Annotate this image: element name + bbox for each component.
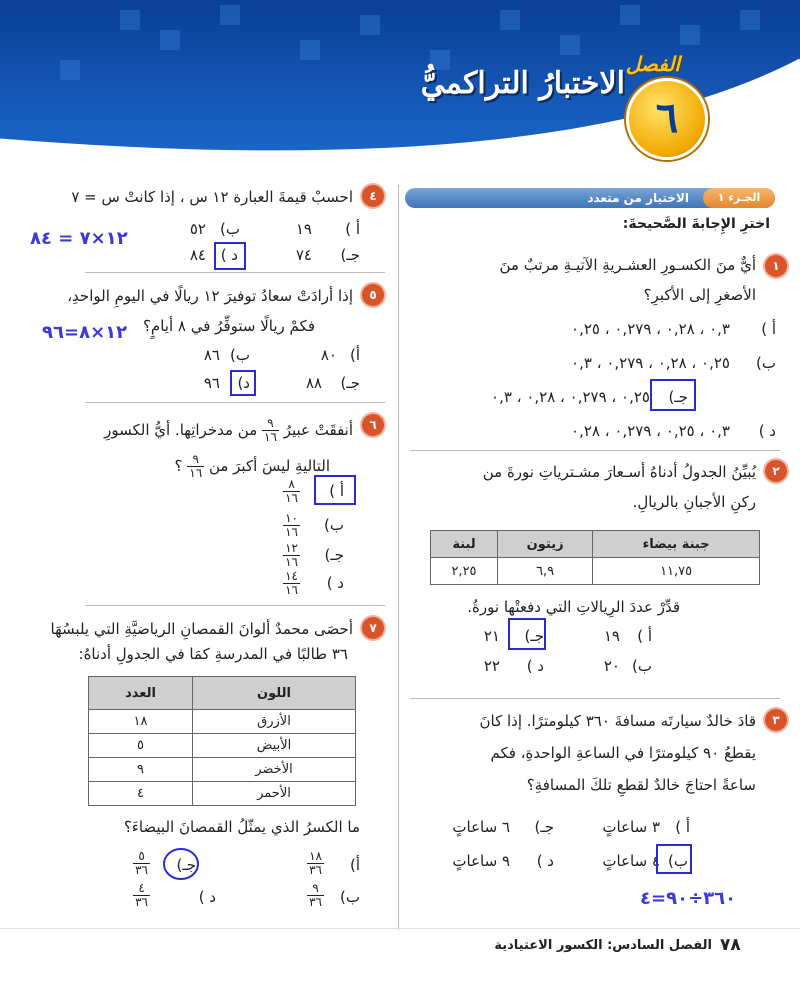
- q7-option-b-label[interactable]: ب): [340, 888, 360, 906]
- page-title: الاختبارُ التراكميُّ: [420, 66, 625, 101]
- question-3-line-3: ساعةً احتاجَ خالدٌ لقطعِ تلكَ المسافةِ؟: [526, 776, 756, 794]
- footer-rule: [0, 928, 800, 929]
- q2-option-c-text: ٢١: [483, 627, 500, 645]
- question-1-line-2: الأصغرِ إلى الأكبرِ؟: [643, 286, 756, 304]
- table-cell: الأزرق: [193, 710, 356, 734]
- frac-den: ٣٦: [309, 863, 322, 877]
- frac-den: ١٦: [264, 430, 277, 444]
- question-6-line-1: [104, 417, 353, 444]
- table-cell: ١٨: [89, 710, 193, 734]
- question-4-number: ٤: [362, 185, 384, 207]
- separator: [85, 605, 385, 606]
- q2-selected-answer-box: [508, 618, 546, 650]
- question-3-line-2: يقطعُ ٩٠ كيلومترًا في الساعةِ الواحدةِ، فكم: [490, 744, 756, 762]
- part-header: [405, 188, 775, 208]
- frac-num: ٤: [133, 882, 150, 896]
- q6-option-a-frac: [283, 478, 300, 505]
- table-cell: الأخضر: [193, 758, 356, 782]
- q5-option-a-text: ٨٠: [320, 346, 337, 364]
- q6-option-b-frac: [283, 512, 300, 539]
- question-7-number: ٧: [362, 617, 384, 639]
- q4-option-a-label[interactable]: أ ): [345, 220, 360, 238]
- q5-option-b-label[interactable]: ب): [230, 346, 250, 364]
- q7-option-b-frac: [307, 882, 324, 909]
- q1-option-a-label[interactable]: أ ): [761, 320, 776, 338]
- question-5-line-2: فكمْ ريالًا ستوفِّرُ في ٨ أيامٍ؟: [142, 317, 315, 335]
- frac-den: ٣٦: [135, 895, 148, 909]
- q2-option-d-text: ٢٢: [483, 657, 500, 675]
- frac-num: ٩: [187, 453, 204, 467]
- q6-fraction: [262, 417, 279, 444]
- table-cell: ٢,٢٥: [431, 558, 498, 585]
- q5-option-c-text: ٨٨: [305, 374, 322, 392]
- footer-chapter-label: الفصل السادس: الكسور الاعتيادية: [494, 938, 712, 953]
- q5-option-d-label[interactable]: د): [237, 374, 250, 392]
- page-number: ٧٨: [720, 935, 741, 955]
- q1-option-a-text: ٠,٣ ، ٠,٢٨ ، ٠,٢٧٩ ، ٠,٢٥: [571, 320, 730, 338]
- q1-option-c-label[interactable]: جـ): [668, 388, 688, 406]
- question-3-line-1: قادَ خالدٌ سيارتَه مسافةَ ٣٦٠ كيلومترًا. إذا كانَ: [479, 712, 756, 730]
- question-6-line-2: [175, 453, 330, 480]
- q7-option-d-label[interactable]: د ): [198, 888, 216, 906]
- q3-handwritten-work: ٣٦٠÷٩٠=٤: [640, 888, 737, 909]
- table-cell: الأبيض: [193, 734, 356, 758]
- q1-option-b-text: ٠,٢٥ ، ٠,٢٨ ، ٠,٢٧٩ ، ٠,٣: [571, 354, 730, 372]
- q4-selected-answer-box: [214, 242, 246, 270]
- table-cell: ٩: [89, 758, 193, 782]
- question-5-number: ٥: [362, 284, 384, 306]
- q5-option-a-label[interactable]: أ): [349, 346, 360, 364]
- q1-option-b-label[interactable]: ب): [756, 354, 776, 372]
- q7-option-a-frac: [307, 850, 324, 877]
- q2-option-c-label[interactable]: جـ): [524, 627, 544, 645]
- frac-den: ٣٦: [135, 863, 148, 877]
- frac-num: ١٢: [285, 541, 298, 555]
- q1-option-d-text: ٠,٣ ، ٠,٢٥ ، ٠,٢٧٩ ، ٠,٢٨: [571, 422, 730, 440]
- q7-option-a-label[interactable]: أ): [349, 856, 360, 874]
- q4-option-b-label[interactable]: ب): [220, 220, 240, 238]
- part-name: الاختيار من متعدد: [587, 191, 689, 205]
- frac-den: ٣٦: [309, 895, 322, 909]
- q6-fraction: [187, 453, 204, 480]
- q3-option-d-label[interactable]: د ): [536, 852, 554, 870]
- frac-num: ١٠: [285, 511, 298, 525]
- q4-option-c-label[interactable]: جـ): [340, 246, 360, 264]
- table-cell: ٥: [89, 734, 193, 758]
- q2-option-a-text: ١٩: [603, 627, 620, 645]
- frac-num: ٩: [307, 882, 324, 896]
- question-7-line-1: أحصَى محمدٌ ألوانَ القمصانِ الرياضيَّةِ التي يلبسُهَا: [50, 620, 353, 638]
- question-3-number: ٣: [765, 709, 787, 731]
- chapter-word: الفصل: [625, 52, 680, 76]
- q4-option-a-text: ١٩: [295, 220, 312, 238]
- question-2-line-2: ركنِ الأجبانِ بالريالِ.: [632, 493, 756, 511]
- frac-num: ٥: [133, 850, 150, 864]
- q4-option-d-label[interactable]: د ): [220, 246, 238, 264]
- instruction: اخترِ الإِجابةَ الصَّحيحةَ:: [622, 216, 770, 232]
- q1-option-c-text: ٠,٢٥ ، ٠,٢٧٩ ، ٠,٢٨ ، ٠,٣: [491, 388, 650, 406]
- q4-option-c-text: ٧٤: [295, 246, 312, 264]
- q6-selected-answer-box: [314, 475, 356, 505]
- q7-prompt: ما الكسرُ الذي يمثّلُ القمصانَ البيضاءَ؟: [123, 818, 360, 836]
- question-4-line-1: احسبْ قيمةَ العبارة ١٢ س ، إذا كانتْ س = ٧: [71, 188, 353, 206]
- q4-option-b-text: ٥٢: [189, 220, 206, 238]
- q7-option-d-frac: [133, 882, 150, 909]
- q7-shirt-color-table: [88, 676, 356, 806]
- question-1-number: ١: [765, 255, 787, 277]
- question-6-number: ٦: [362, 414, 384, 436]
- question-2-line-1: يُبيِّنُ الجدولُ أدناهُ أسـعارَ مشـترياتِ نورةَ من: [482, 463, 756, 481]
- table-header: زيتون: [498, 531, 593, 558]
- q5-option-c-label[interactable]: جـ): [340, 374, 360, 392]
- q2-prompt: قدِّرْ عددَ الرِيالاتِ التي دفعتْها نورةُ.: [467, 598, 680, 616]
- table-header: العدد: [89, 677, 193, 710]
- table-header: جبنة بيضاء: [593, 531, 760, 558]
- q6-option-c-frac: [283, 542, 300, 569]
- q3-option-b-label[interactable]: ب): [668, 852, 688, 870]
- q4-option-d-text: ٨٤: [189, 246, 206, 264]
- frac-num: ١٨: [309, 849, 322, 863]
- q3-option-a-text: ٣ ساعاتٍ: [602, 818, 660, 836]
- separator: [85, 402, 385, 403]
- frac-den: ١٦: [285, 583, 298, 597]
- q2-option-a-label[interactable]: أ ): [637, 627, 652, 645]
- q3-option-b-text: ٤ ساعاتٍ: [602, 852, 660, 870]
- q5-selected-answer-box: [230, 370, 256, 396]
- q6-line1-part-a: أنفقَتْ عبيرُ: [283, 421, 353, 439]
- frac-den: ١٦: [285, 525, 298, 539]
- q3-option-a-label[interactable]: أ ): [675, 818, 690, 836]
- separator: [410, 698, 780, 699]
- q6-option-c-label[interactable]: جـ): [324, 546, 344, 564]
- q1-selected-answer-box: [650, 379, 696, 411]
- table-cell: الأحمر: [193, 782, 356, 806]
- separator: [410, 450, 780, 451]
- q7-option-c-label[interactable]: جـ): [176, 856, 196, 874]
- frac-den: ١٦: [285, 555, 298, 569]
- question-1-line-1: أيٌّ منَ الكسـورِ العشـريةِ الآتيـةِ مرتبٌ منَ: [499, 256, 756, 274]
- q3-selected-answer-box: [656, 844, 692, 874]
- frac-num: ٩: [262, 417, 279, 431]
- question-7-line-2: ٣٦ طالبًا في المدرسةِ كمَا في الجدولِ أدناهُ:: [78, 645, 348, 663]
- q6-option-d-label[interactable]: د ): [326, 574, 344, 592]
- q6-option-a-label[interactable]: أ ): [329, 482, 344, 500]
- q6-line2-part-a: التاليةِ ليسَ أكبرَ من: [208, 457, 330, 475]
- table-header: لبنة: [431, 531, 498, 558]
- separator: [85, 272, 385, 273]
- q4-handwritten-work: ١٢×٧ = ٨٤: [30, 228, 128, 249]
- frac-num: ١٤: [285, 569, 298, 583]
- q2-option-b-label[interactable]: ب): [632, 657, 652, 675]
- frac-den: ١٦: [285, 491, 298, 505]
- table-cell: ٤: [89, 782, 193, 806]
- q7-option-c-frac: [133, 850, 150, 877]
- table-header: اللون: [193, 677, 356, 710]
- q6-line1-part-b: من مدخراتِها. أيُّ الكسورِ: [104, 421, 258, 439]
- q5-option-d-text: ٩٦: [203, 374, 220, 392]
- chapter-banner: [0, 0, 800, 170]
- question-2-number: ٢: [765, 460, 787, 482]
- q3-option-c-text: ٦ ساعاتٍ: [452, 818, 510, 836]
- q3-option-c-label[interactable]: جـ): [534, 818, 554, 836]
- q5-option-b-text: ٨٦: [203, 346, 220, 364]
- table-cell: ٦,٩: [498, 558, 593, 585]
- chapter-number-badge: ٦: [626, 78, 708, 160]
- q3-option-d-text: ٩ ساعاتٍ: [452, 852, 510, 870]
- q6-option-b-label[interactable]: ب): [324, 516, 344, 534]
- frac-num: ٨: [283, 478, 300, 492]
- q6-option-d-frac: [283, 570, 300, 597]
- part-tag: الجـزء ١: [703, 188, 775, 208]
- q2-price-table: [430, 530, 760, 585]
- q2-option-b-text: ٢٠: [603, 657, 620, 675]
- table-cell: ١١,٧٥: [593, 558, 760, 585]
- question-5-line-1: إذا أرادَتْ سعادُ توفيرَ ١٢ ريالًا في اليومِ الواحدِ،: [67, 287, 353, 305]
- q7-selected-answer-circle: [160, 846, 202, 882]
- q1-option-d-label[interactable]: د ): [758, 422, 776, 440]
- q6-line2-part-b: ؟: [174, 457, 183, 475]
- q2-option-d-label[interactable]: د ): [526, 657, 544, 675]
- frac-den: ١٦: [189, 466, 203, 480]
- column-divider: [398, 185, 399, 930]
- q5-handwritten-work: ١٢×٨=٩٦: [42, 322, 128, 343]
